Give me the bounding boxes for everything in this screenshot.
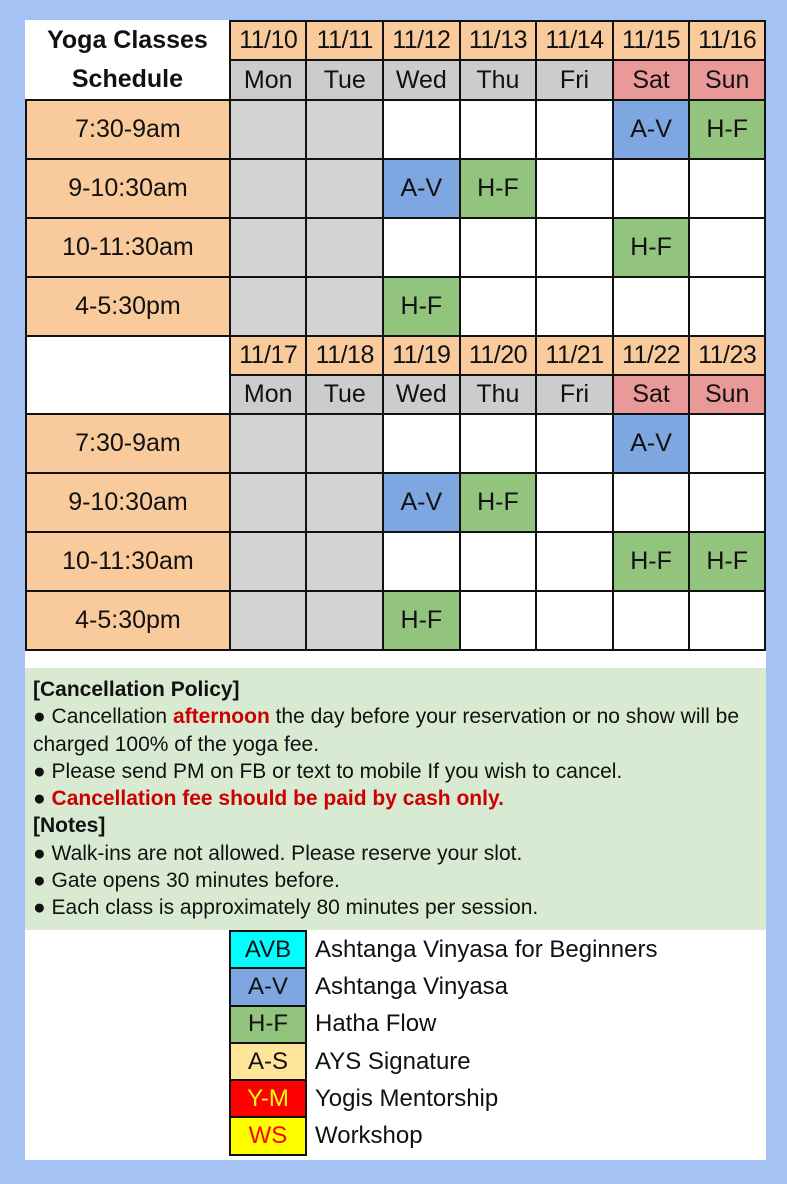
date-header: 11/12 [383, 21, 460, 60]
empty-slot [536, 591, 613, 650]
policy-text-red: Cancellation fee should be paid by cash only. [51, 787, 504, 811]
class-slot-hatha-flow: H-F [383, 591, 460, 650]
closed-slot [306, 218, 383, 277]
empty-slot [460, 218, 537, 277]
legend-row [230, 968, 658, 1005]
empty-slot [689, 591, 765, 650]
policy-text: Please send PM on FB or text to mobile If you wish to cancel. [51, 759, 623, 783]
closed-slot [230, 218, 307, 277]
class-slot-hatha-flow: H-F [689, 532, 765, 591]
time-slot-label: 10-11:30am [26, 218, 230, 277]
date-header: 11/11 [306, 21, 383, 60]
legend-description: Yogis Mentorship [315, 1084, 499, 1112]
schedule-subtitle: Schedule [26, 60, 230, 100]
legend-description: Ashtanga Vinyasa [315, 972, 509, 1000]
closed-slot [230, 277, 307, 336]
time-slot-row [26, 532, 765, 591]
empty-slot [536, 100, 613, 159]
time-slot-row [26, 414, 765, 473]
time-slot-label: 9-10:30am [26, 159, 230, 218]
legend-row [230, 1080, 658, 1117]
time-slot-label: 10-11:30am [26, 532, 230, 591]
empty-slot [613, 473, 690, 532]
cancellation-policy-heading: [Cancellation Policy] [33, 678, 240, 701]
closed-slot [230, 532, 307, 591]
bullet: ● [33, 759, 46, 783]
note-item-1 [33, 840, 758, 867]
day-header: Sun [689, 375, 765, 414]
time-slot-row [26, 277, 765, 336]
legend-row [230, 1117, 658, 1154]
time-slot-label: 7:30-9am [26, 414, 230, 473]
policy-text: the day before your reservation or no show will be charged 100% of the yoga fee. [33, 705, 740, 756]
time-slot-row [26, 591, 765, 650]
empty-slot [689, 277, 765, 336]
closed-slot [230, 591, 307, 650]
time-slot-label: 7:30-9am [26, 100, 230, 159]
legend-code-swatch: Y-M [230, 1080, 306, 1117]
bullet: ● [33, 869, 46, 893]
empty-slot [689, 414, 765, 473]
class-slot-ashtanga-vinyasa: A-V [613, 100, 690, 159]
empty-slot [383, 218, 460, 277]
date-header: 11/17 [230, 336, 307, 375]
empty-slot [460, 591, 537, 650]
date-header: 11/21 [536, 336, 613, 375]
policy-text: Cancellation [51, 705, 173, 729]
day-row [26, 60, 765, 100]
legend-code-swatch: H-F [230, 1006, 306, 1043]
blank-cell [26, 336, 230, 414]
bullet: ● [33, 896, 46, 920]
closed-slot [306, 532, 383, 591]
closed-slot [230, 414, 307, 473]
day-header: Mon [230, 60, 307, 100]
class-slot-hatha-flow: H-F [460, 159, 537, 218]
day-header: Fri [536, 60, 613, 100]
date-header: 11/19 [383, 336, 460, 375]
empty-slot [460, 277, 537, 336]
legend-code-swatch: A-V [230, 968, 306, 1005]
date-header: 11/13 [460, 21, 537, 60]
class-slot-hatha-flow: H-F [383, 277, 460, 336]
date-header: 11/16 [689, 21, 765, 60]
bullet: ● [33, 787, 46, 811]
class-slot-hatha-flow: H-F [689, 100, 765, 159]
closed-slot [306, 473, 383, 532]
day-header: Mon [230, 375, 307, 414]
date-header: 11/23 [689, 336, 765, 375]
class-legend [229, 930, 659, 1156]
legend-row [230, 1043, 658, 1080]
time-slot-row [26, 473, 765, 532]
time-slot-row [26, 100, 765, 159]
day-header: Thu [460, 60, 537, 100]
policy-item-1 [33, 703, 758, 758]
time-slot-label: 4-5:30pm [26, 591, 230, 650]
date-header: 11/15 [613, 21, 690, 60]
time-slot-label: 4-5:30pm [26, 277, 230, 336]
legend-description: Ashtanga Vinyasa for Beginners [315, 935, 658, 963]
day-header: Sun [689, 60, 765, 100]
closed-slot [306, 414, 383, 473]
schedule-page [25, 20, 766, 1160]
closed-slot [230, 100, 307, 159]
class-slot-hatha-flow: H-F [613, 532, 690, 591]
day-header: Thu [460, 375, 537, 414]
empty-slot [689, 159, 765, 218]
highlight-afternoon: afternoon [172, 705, 270, 729]
date-header: 11/20 [460, 336, 537, 375]
empty-slot [536, 159, 613, 218]
empty-slot [460, 414, 537, 473]
empty-slot [536, 277, 613, 336]
day-header: Sat [613, 375, 690, 414]
time-slot-row [26, 159, 765, 218]
legend-row [230, 931, 658, 968]
date-header: 11/10 [230, 21, 307, 60]
class-slot-ashtanga-vinyasa: A-V [613, 414, 690, 473]
closed-slot [306, 277, 383, 336]
note-text: Each class is approximately 80 minutes per session. [51, 896, 539, 920]
legend-code-swatch: AVB [230, 931, 306, 968]
empty-slot [689, 473, 765, 532]
day-header: Wed [383, 60, 460, 100]
day-header: Fri [536, 375, 613, 414]
empty-slot [613, 591, 690, 650]
class-slot-hatha-flow: H-F [460, 473, 537, 532]
closed-slot [230, 159, 307, 218]
empty-slot [536, 414, 613, 473]
day-header: Tue [306, 375, 383, 414]
notes-heading: [Notes] [33, 814, 106, 838]
policy-item-2 [33, 758, 758, 785]
class-slot-ashtanga-vinyasa: A-V [383, 473, 460, 532]
empty-slot [460, 532, 537, 591]
empty-slot [536, 473, 613, 532]
legend-row [230, 1006, 658, 1043]
note-text: Gate opens 30 minutes before. [51, 869, 340, 893]
empty-slot [383, 414, 460, 473]
legend-description: Workshop [315, 1122, 423, 1150]
empty-slot [536, 218, 613, 277]
bullet: ● [33, 705, 46, 729]
empty-slot [689, 218, 765, 277]
note-item-2 [33, 867, 758, 894]
closed-slot [306, 100, 383, 159]
time-slot-row [26, 218, 765, 277]
policy-notes-box [25, 668, 766, 930]
day-header: Sat [613, 60, 690, 100]
closed-slot [306, 591, 383, 650]
day-header: Tue [306, 60, 383, 100]
date-row [26, 21, 765, 60]
legend-description: AYS Signature [315, 1047, 471, 1075]
empty-slot [613, 159, 690, 218]
note-item-3 [33, 894, 758, 921]
class-slot-hatha-flow: H-F [613, 218, 690, 277]
empty-slot [536, 532, 613, 591]
legend-code-swatch: WS [230, 1117, 306, 1154]
policy-item-3 [33, 785, 758, 812]
schedule-table [25, 20, 766, 651]
legend-code-swatch: A-S [230, 1043, 306, 1080]
empty-slot [383, 100, 460, 159]
date-row [26, 336, 765, 375]
closed-slot [306, 159, 383, 218]
empty-slot [613, 277, 690, 336]
day-header: Wed [383, 375, 460, 414]
date-header: 11/18 [306, 336, 383, 375]
empty-slot [460, 100, 537, 159]
empty-slot [383, 532, 460, 591]
date-header: 11/14 [536, 21, 613, 60]
class-slot-ashtanga-vinyasa: A-V [383, 159, 460, 218]
time-slot-label: 9-10:30am [26, 473, 230, 532]
legend-description: Hatha Flow [315, 1010, 437, 1038]
bullet: ● [33, 841, 46, 865]
schedule-title: Yoga Classes [26, 21, 230, 60]
note-text: Walk-ins are not allowed. Please reserve your slot. [51, 841, 523, 865]
closed-slot [230, 473, 307, 532]
date-header: 11/22 [613, 336, 690, 375]
